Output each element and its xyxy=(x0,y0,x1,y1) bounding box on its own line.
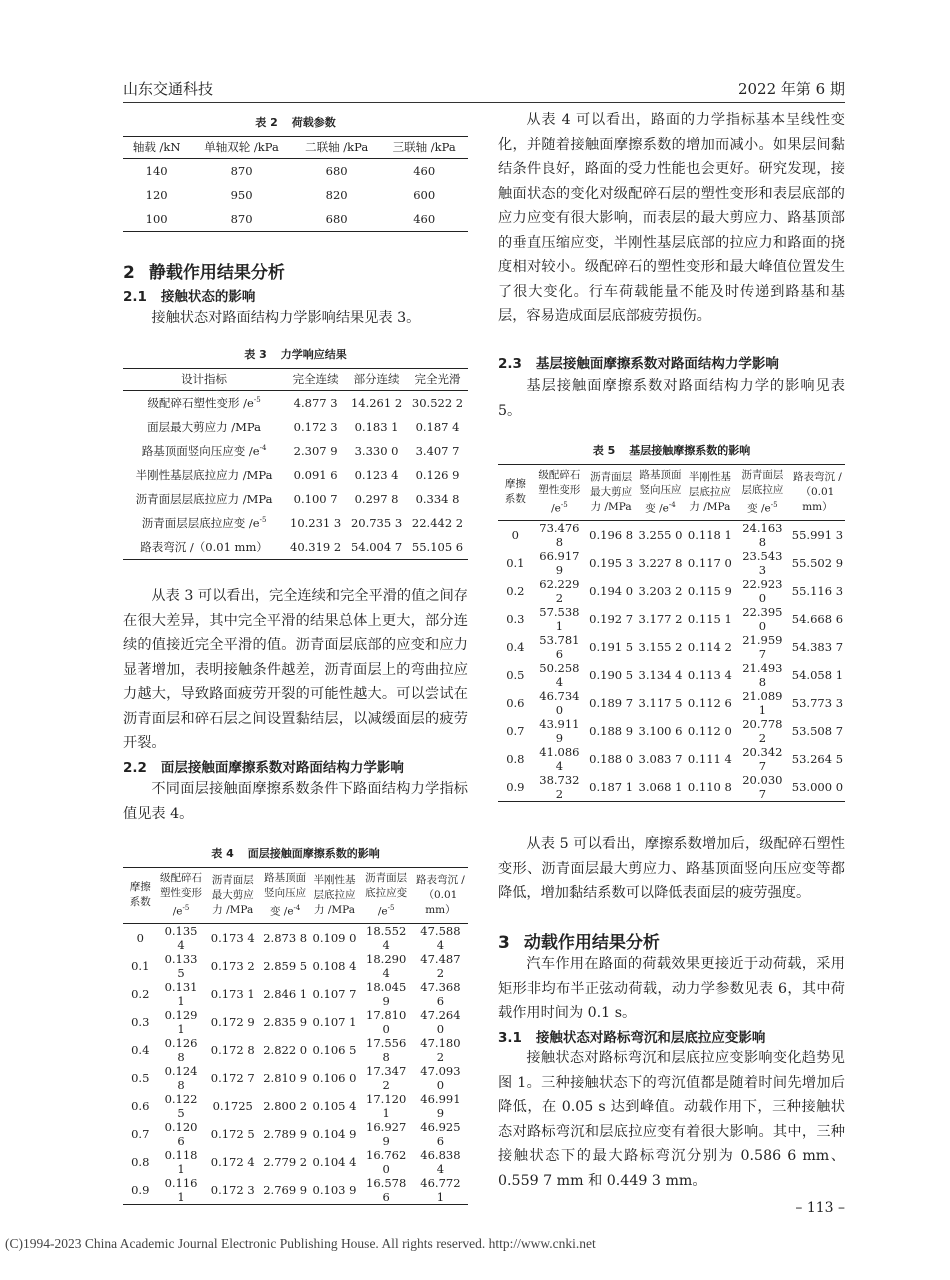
section2-heading: 2 静载作用结果分析 xyxy=(123,263,285,283)
table3-cell: 55.105 6 xyxy=(407,535,468,560)
section2-1-paragraph: 接触状态对路面结构力学影响结果见表 3。 xyxy=(151,310,421,326)
table4-cell: 46.838 4 xyxy=(420,1147,461,1176)
table4-cell: 0.124 8 xyxy=(164,1063,198,1092)
table5-cell: 0.188 0 xyxy=(589,751,634,766)
table5-cell: 20.030 7 xyxy=(735,773,790,802)
t4-h2: 沥青面层最大剪应力 /MPa xyxy=(205,868,261,924)
table3-row xyxy=(123,391,468,416)
t5-h1: 级配碎石塑性变形 $/e^{-5}$ xyxy=(533,465,586,521)
table5-cell: 3.100 6 xyxy=(638,723,683,738)
copyright-footer: (C)1994-2023 China Academic Journal Electronic Publishing House. All rights reserved. http://www.cnki.net xyxy=(5,1236,596,1251)
table3-row xyxy=(123,487,468,511)
table2-cell: 600 xyxy=(413,188,436,202)
table2-cell: 120 xyxy=(145,188,168,202)
table2-cell: 950 xyxy=(230,188,253,202)
table4-cell: 0.172 9 xyxy=(210,1014,255,1029)
table5-cell: 21.959 7 xyxy=(742,632,783,661)
table5-cell: 0.5 xyxy=(506,667,525,682)
table4-cell: 47.368 6 xyxy=(420,979,461,1008)
section2-2-paragraph: 不同面层接触面摩擦系数条件下路面结构力学指标值见表 4。 xyxy=(123,781,468,822)
table4-cell: 18.552 4 xyxy=(366,923,407,952)
table4-cell: 46.991 9 xyxy=(420,1091,461,1120)
table3-cell: 0.091 6 xyxy=(293,468,338,482)
table2-cell: 870 xyxy=(230,164,253,178)
table4-cell: 2.810 9 xyxy=(263,1070,308,1085)
table2-cell: 680 xyxy=(325,164,348,178)
table3 xyxy=(123,368,468,560)
table2-cell: 100 xyxy=(123,207,190,232)
table5-cell: 0.195 3 xyxy=(589,555,634,570)
table4-cell: 0.172 3 xyxy=(205,1176,261,1205)
t5-h4: 半刚性基层底拉应力 /MPa xyxy=(685,465,735,521)
table5-cell: 53.773 3 xyxy=(791,695,844,710)
table4-row xyxy=(123,1036,468,1064)
table4-cell: 2.789 9 xyxy=(263,1126,308,1141)
table3-cell: 0.126 9 xyxy=(415,468,460,482)
table5-cell: 22.395 0 xyxy=(742,604,783,633)
t4-h5: 沥青面层底拉应变 $/e^{-5}$ xyxy=(360,868,413,924)
section2-2-heading: 2.2 面层接触面摩擦系数对路面结构力学影响 xyxy=(123,760,404,776)
table2-row xyxy=(123,207,468,232)
table4-cell: 16.762 0 xyxy=(366,1147,407,1176)
table5-caption: 表 5 基层接触摩擦系数的影响 xyxy=(592,444,751,457)
table4-cell: 0.6 xyxy=(131,1098,150,1113)
section3-1-paragraph: 接触状态对路标弯沉和层底拉应变影响变化趋势见图 1。三种接触状态下的弯沉值都是随着时间先增加后降低，在 0.05 s 达到峰值。动载作用下，三种接触状态对路标弯沉和层底拉应变有着很大影响。其中，三种接触状态下的最大路标弯沉分别为 0.586 6 mm、0.559 7 mm 和 0.449 3 mm。 xyxy=(498,1050,845,1189)
table5-cell: 3.068 1 xyxy=(636,773,685,802)
table5-cell: 21.493 8 xyxy=(742,660,783,689)
table4-cell: 46.772 1 xyxy=(413,1176,468,1205)
table5-row xyxy=(498,661,845,689)
section2-3-heading: 2.3 基层接触面摩擦系数对路面结构力学影响 xyxy=(498,356,779,372)
table5-row xyxy=(498,633,845,661)
table5-cell: 0.194 0 xyxy=(589,583,634,598)
table5-cell: 66.917 9 xyxy=(539,548,580,577)
table4-cell: 0.122 5 xyxy=(164,1091,198,1120)
table4 xyxy=(123,867,468,1205)
table2 xyxy=(123,136,468,232)
table5-cell: 0.114 2 xyxy=(687,639,732,654)
table5-cell: 3.155 2 xyxy=(638,639,683,654)
table4-cell: 0.106 5 xyxy=(312,1042,357,1057)
table4-cell: 17.810 0 xyxy=(366,1007,407,1036)
table5-cell: 3.083 7 xyxy=(638,751,683,766)
table4-cell: 2.800 2 xyxy=(263,1098,308,1113)
table5-cell: 0.6 xyxy=(506,695,525,710)
table5-cell: 55.991 3 xyxy=(791,527,844,542)
table5-cell: 73.476 8 xyxy=(539,520,580,549)
table5-cell: 3.134 4 xyxy=(638,667,683,682)
table4-row xyxy=(123,980,468,1008)
table4-cell: 17.556 8 xyxy=(366,1035,407,1064)
table4-row xyxy=(123,923,468,952)
table4-cell: 18.045 9 xyxy=(366,979,407,1008)
table5-cell: 24.163 8 xyxy=(742,520,783,549)
table4-cell: 0.131 1 xyxy=(164,979,198,1008)
t2-h2: 二联轴 /kPa xyxy=(293,137,381,159)
t3-h0: 设计指标 xyxy=(123,369,285,391)
table4-cell: 2.822 0 xyxy=(263,1042,308,1057)
table2-cell: 820 xyxy=(325,188,348,202)
table5-row xyxy=(498,745,845,773)
table3-cell: 0.334 8 xyxy=(415,492,460,506)
t4-h1: 级配碎石塑性变形 $/e^{-5}$ xyxy=(158,868,205,924)
table3-block xyxy=(123,346,468,560)
table3-cell: 10.231 3 xyxy=(290,516,342,530)
table4-cell: 0.108 4 xyxy=(312,958,357,973)
section2-1-heading: 2.1 接触状态的影响 xyxy=(123,289,256,305)
table4-cell: 0.5 xyxy=(131,1070,150,1085)
table5-cell: 0.189 7 xyxy=(589,695,634,710)
table3-caption: 表 3 力学响应结果 xyxy=(244,348,347,361)
table4-cell: 0.7 xyxy=(131,1126,150,1141)
t2-h1: 单轴双轮 /kPa xyxy=(190,137,293,159)
table3-discussion: 从表 3 可以看出，完全连续和完全平滑的值之间存在很大差异，其中完全平滑的结果总体上更大，部分连续的值接近完全平滑的值。沥青面层底部的应变和应力显著增加，表明接触条件越差，沥青面层上的弯曲拉应力越大，导致路面疲劳开裂的可能性越大。可以尝试在沥青面层和碎石层之间设置黏结层，以减缓面层的疲劳开裂。 xyxy=(123,588,468,751)
table3-cell: 4.877 3 xyxy=(293,396,338,410)
section3-1-heading: 3.1 接触状态对路标弯沉和层底拉应变影响 xyxy=(498,1030,766,1046)
table5-cell: 0.111 4 xyxy=(687,751,732,766)
section3-paragraph: 汽车作用在路面的荷载效果更接近于动荷载，采用矩形非均布半正弦动荷载，动力学参数见表 6，其中荷载作用时间为 0.1 s。 xyxy=(498,956,845,1021)
table4-cell: 2.873 8 xyxy=(263,930,308,945)
page-number: – 113 – xyxy=(795,1200,845,1216)
table5-cell: 20.778 2 xyxy=(742,716,783,745)
table4-cell: 0.3 xyxy=(131,1014,150,1029)
table5-cell: 3.227 8 xyxy=(638,555,683,570)
table4-cell: 0.129 1 xyxy=(164,1007,198,1036)
table2-caption: 表 2 荷载参数 xyxy=(255,116,336,129)
table2-cell: 140 xyxy=(145,164,168,178)
table5-cell: 38.732 2 xyxy=(533,773,586,802)
table5-cell: 0.1 xyxy=(506,555,525,570)
table5-row xyxy=(498,689,845,717)
table5-cell: 21.089 1 xyxy=(742,688,783,717)
table5-discussion: 从表 5 可以看出，摩擦系数增加后，级配碎石塑性变形、沥青面层最大剪应力、路基顶面竖向压应变等都降低，增加黏结系数可以降低表面层的疲劳强度。 xyxy=(498,836,845,901)
table5-cell: 53.781 6 xyxy=(539,632,580,661)
table4-cell: 0.173 2 xyxy=(210,958,255,973)
table5-cell: 53.264 5 xyxy=(791,751,844,766)
table4-cell: 0.1725 xyxy=(212,1098,253,1113)
t4-h3: 路基顶面竖向压应变 $/e^{-4}$ xyxy=(261,868,310,924)
table5-cell: 0.8 xyxy=(506,751,525,766)
table5-cell: 22.923 0 xyxy=(742,576,783,605)
table4-cell: 0.172 5 xyxy=(210,1126,255,1141)
table4-cell: 0.103 9 xyxy=(309,1176,359,1205)
t5-h6: 路表弯沉 /（0.01 mm） xyxy=(790,465,845,521)
table4-cell: 47.588 4 xyxy=(420,923,461,952)
table4-cell: 0.107 1 xyxy=(312,1014,357,1029)
table4-cell: 47.093 0 xyxy=(420,1063,461,1092)
table4-cell: 0.104 4 xyxy=(312,1154,357,1169)
table3-row xyxy=(123,535,468,560)
table5-cell: 0.112 0 xyxy=(687,723,732,738)
table4-cell: 0.133 5 xyxy=(164,951,198,980)
table3-row xyxy=(123,511,468,535)
table4-cell: 2.859 5 xyxy=(263,958,308,973)
table4-row xyxy=(123,1148,468,1176)
table4-cell: 47.487 2 xyxy=(420,951,461,980)
table5-row xyxy=(498,577,845,605)
table3-cell: 路基顶面竖向压应变 $/e^{-4}$ xyxy=(141,444,267,458)
table4-cell: 2.779 2 xyxy=(263,1154,308,1169)
section3-heading: 3 动载作用结果分析 xyxy=(498,933,660,953)
table4-cell: 0.107 7 xyxy=(312,986,357,1001)
table5-cell: 54.668 6 xyxy=(791,611,844,626)
issue-label: 2022 年第 6 期 xyxy=(737,80,845,98)
table5-row xyxy=(498,773,845,802)
table3-cell: 54.004 7 xyxy=(346,535,407,560)
table3-row xyxy=(123,439,468,463)
table5-cell: 23.543 3 xyxy=(742,548,783,577)
table5-cell: 54.058 1 xyxy=(791,667,844,682)
table4-row xyxy=(123,1064,468,1092)
journal-name: 山东交通科技 xyxy=(123,80,214,98)
t3-h2: 部分连续 xyxy=(346,369,407,391)
table4-cell: 16.927 9 xyxy=(366,1119,407,1148)
table4-cell: 0.104 9 xyxy=(312,1126,357,1141)
table4-cell: 47.264 0 xyxy=(420,1007,461,1036)
table5-cell: 0.115 9 xyxy=(687,583,732,598)
table5-row xyxy=(498,520,845,549)
table3-cell: 级配碎石塑性变形 $/e^{-5}$ xyxy=(147,396,261,410)
table3-cell: 沥青面层层底拉应变 $/e^{-5}$ xyxy=(141,516,267,530)
table4-cell: 0.4 xyxy=(131,1042,150,1057)
table3-cell: 2.307 9 xyxy=(293,444,338,458)
table5-cell: 0.113 4 xyxy=(687,667,732,682)
table5-cell: 0.7 xyxy=(506,723,525,738)
table4-cell: 18.290 4 xyxy=(366,951,407,980)
table3-row xyxy=(123,415,468,439)
table3-cell: 0.183 1 xyxy=(354,420,399,434)
table4-caption: 表 4 面层接触面摩擦系数的影响 xyxy=(211,847,380,860)
table5-cell: 20.342 7 xyxy=(742,744,783,773)
table4-cell: 46.925 6 xyxy=(420,1119,461,1148)
table5-cell: 0.117 0 xyxy=(687,555,732,570)
table5-cell: 53.000 0 xyxy=(790,773,845,802)
table3-cell: 40.319 2 xyxy=(285,535,346,560)
table4-cell: 0.118 1 xyxy=(164,1147,198,1176)
table3-cell: 沥青面层层底拉应力 /MPa xyxy=(135,492,273,506)
table3-cell: 3.330 0 xyxy=(354,444,399,458)
table2-cell: 680 xyxy=(293,207,381,232)
table4-cell: 0.2 xyxy=(131,986,150,1001)
table5-cell: 43.911 9 xyxy=(539,716,580,745)
table5-cell: 62.229 2 xyxy=(539,576,580,605)
table5-cell: 0.3 xyxy=(506,611,525,626)
table3-row xyxy=(123,463,468,487)
table4-cell: 17.120 1 xyxy=(366,1091,407,1120)
table4-cell: 17.347 2 xyxy=(366,1063,407,1092)
t5-h0: 摩擦系数 xyxy=(498,465,533,521)
table4-cell: 0.135 4 xyxy=(164,923,198,952)
table5-cell: 0 xyxy=(511,527,519,542)
t3-h1: 完全连续 xyxy=(285,369,346,391)
table5-cell: 53.508 7 xyxy=(791,723,844,738)
table5-row xyxy=(498,605,845,633)
table5-cell: 0.115 1 xyxy=(687,611,732,626)
table3-cell: 0.297 8 xyxy=(354,492,399,506)
table3-cell: 路表弯沉 /（0.01 mm） xyxy=(123,535,285,560)
table4-cell: 0.116 1 xyxy=(158,1176,205,1205)
table5-cell: 0.196 8 xyxy=(589,527,634,542)
table5-cell: 0.2 xyxy=(506,583,525,598)
table5-cell: 41.086 4 xyxy=(539,744,580,773)
table5-cell: 55.502 9 xyxy=(791,555,844,570)
table2-cell: 460 xyxy=(380,207,468,232)
table5-cell: 3.117 5 xyxy=(638,695,683,710)
t2-h3: 三联轴 /kPa xyxy=(380,137,468,159)
table5-cell: 0.192 7 xyxy=(589,611,634,626)
table3-cell: 0.123 4 xyxy=(354,468,399,482)
table5-cell: 50.258 4 xyxy=(539,660,580,689)
table5-row xyxy=(498,549,845,577)
table5-cell: 3.255 0 xyxy=(638,527,683,542)
table5-cell: 0.9 xyxy=(498,773,533,802)
table3-cell: 14.261 2 xyxy=(350,396,403,410)
table3-cell: 30.522 2 xyxy=(411,396,464,410)
table4-cell: 0.172 8 xyxy=(210,1042,255,1057)
table4-cell: 0.109 0 xyxy=(312,930,357,945)
t5-h5: 沥青面层层底拉应变 $/e^{-5}$ xyxy=(735,465,790,521)
table3-cell: 3.407 7 xyxy=(415,444,460,458)
table2-row xyxy=(123,159,468,184)
t5-h3: 路基顶面竖向压应变 $/e^{-4}$ xyxy=(636,465,685,521)
table3-cell: 面层最大剪应力 /MPa xyxy=(147,420,262,434)
table5-cell: 0.188 9 xyxy=(589,723,634,738)
table4-cell: 2.769 9 xyxy=(261,1176,310,1205)
table4-cell: 0.105 4 xyxy=(312,1098,357,1113)
table4-row xyxy=(123,1008,468,1036)
table4-cell: 0.172 4 xyxy=(210,1154,255,1169)
table4-cell: 0.173 4 xyxy=(210,930,255,945)
table4-block xyxy=(123,845,468,1205)
t2-h0: 轴载 /kN xyxy=(123,137,190,159)
table5-cell: 0.4 xyxy=(506,639,525,654)
table4-row xyxy=(123,1120,468,1148)
table4-row xyxy=(123,1092,468,1120)
table3-cell: 0.187 4 xyxy=(415,420,460,434)
table5-cell: 0.118 1 xyxy=(687,527,732,542)
table4-cell: 0.106 0 xyxy=(312,1070,357,1085)
table5-cell: 0.110 8 xyxy=(685,773,735,802)
table4-cell: 47.180 2 xyxy=(420,1035,461,1064)
table5 xyxy=(498,464,845,802)
table4-cell: 0.8 xyxy=(131,1154,150,1169)
header-rule xyxy=(123,102,845,103)
table5-cell: 57.538 1 xyxy=(539,604,580,633)
table4-cell: 2.846 1 xyxy=(263,986,308,1001)
table5-block xyxy=(498,442,845,802)
table4-cell: 0 xyxy=(136,930,144,945)
table5-cell: 0.112 6 xyxy=(687,695,732,710)
table4-row xyxy=(123,952,468,980)
table3-cell: 0.172 3 xyxy=(293,420,338,434)
table3-cell: 20.735 3 xyxy=(350,516,403,530)
table4-discussion: 从表 4 可以看出，路面的力学指标基本呈线性变化，并随着接触面摩擦系数的增加而减小。如果层间黏结条件良好，路面的受力性能也会更好。研究发现，接触面状态的变化对级配碎石层的塑性变形和表层底部的应力应变有很大影响，而表层的最大剪应力、路基顶部的垂直压缩应变，半刚性基层底部的拉应力和路面的挠度相对较小。级配碎石的塑性变形和最大峰值位置发生了很大变化。行车荷载能量不能及时传递到路基和基层，容易造成面层底部疲劳损伤。 xyxy=(498,112,845,324)
table5-cell: 0.187 1 xyxy=(586,773,636,802)
table3-cell: 半刚性基层底拉应力 /MPa xyxy=(135,468,273,482)
table2-cell: 870 xyxy=(190,207,293,232)
table4-cell: 0.1 xyxy=(131,958,150,973)
table5-row xyxy=(498,717,845,745)
table4-cell: 0.172 7 xyxy=(210,1070,255,1085)
table4-cell: 0.9 xyxy=(123,1176,158,1205)
table2-block xyxy=(123,114,468,232)
table5-cell: 0.191 5 xyxy=(589,639,634,654)
table2-cell: 460 xyxy=(413,164,436,178)
t3-h3: 完全光滑 xyxy=(407,369,468,391)
table5-cell: 54.383 7 xyxy=(791,639,844,654)
section2-3-paragraph: 基层接触面摩擦系数对路面结构力学的影响见表 5。 xyxy=(498,378,845,419)
table4-cell: 2.835 9 xyxy=(263,1014,308,1029)
table4-cell: 0.126 8 xyxy=(164,1035,198,1064)
table5-cell: 0.190 5 xyxy=(589,667,634,682)
table3-cell: 0.100 7 xyxy=(293,492,338,506)
table5-cell: 3.203 2 xyxy=(638,583,683,598)
table4-row xyxy=(123,1176,468,1205)
table5-cell: 55.116 3 xyxy=(791,583,844,598)
table4-cell: 0.173 1 xyxy=(210,986,255,1001)
t4-h0: 摩擦系数 xyxy=(123,868,158,924)
t5-h2: 沥青面层最大剪应力 /MPa xyxy=(586,465,636,521)
table3-cell: 22.442 2 xyxy=(411,516,464,530)
table5-cell: 3.177 2 xyxy=(638,611,683,626)
table2-row xyxy=(123,183,468,207)
t4-h6: 路表弯沉 /（0.01 mm） xyxy=(413,868,468,924)
table5-cell: 46.734 0 xyxy=(539,688,580,717)
t4-h4: 半刚性基层底拉应力 /MPa xyxy=(309,868,359,924)
table4-cell: 16.578 6 xyxy=(360,1176,413,1205)
table4-cell: 0.120 6 xyxy=(164,1119,198,1148)
